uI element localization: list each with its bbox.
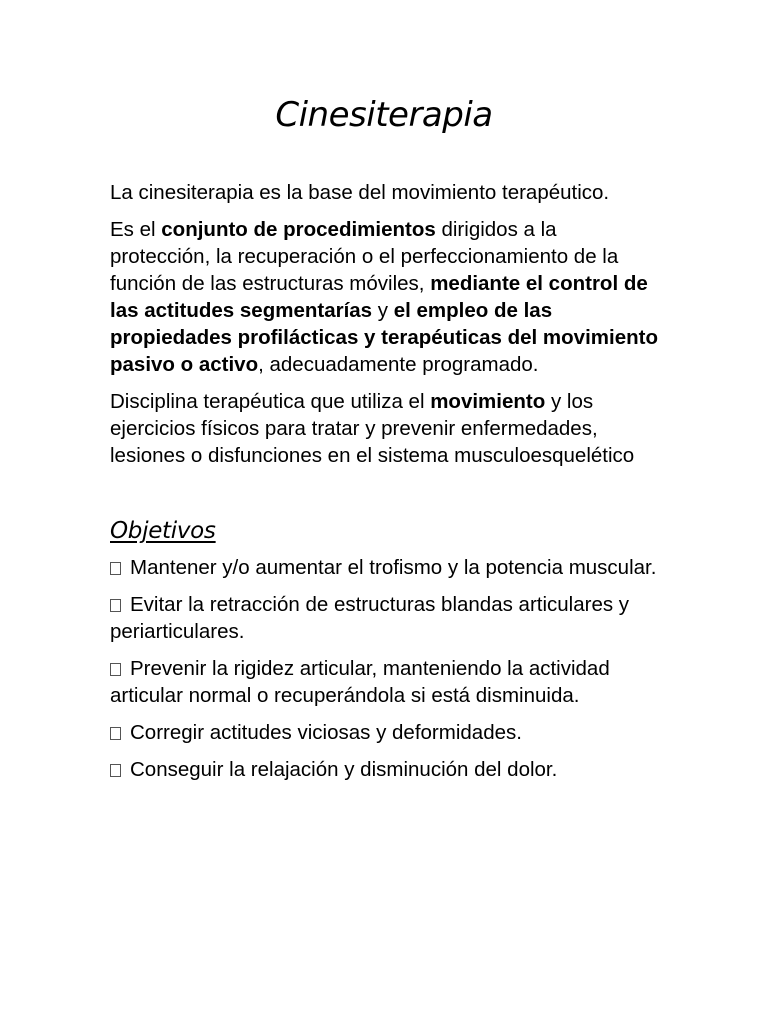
definition-text: y [372,299,394,322]
definition-text: Es el [110,218,162,241]
objective-item [110,756,662,783]
definition-text: dirigidos a la protección, la recuperación o el perfeccionamiento de la función de las estructuras móviles, [110,218,619,295]
definition-bold-text: el empleo de las propiedades profilácticas y terapéuticas del movimiento pasivo o activo [110,299,658,376]
objective-item [110,591,662,645]
discipline-text: y los ejercicios físicos para tratar y prevenir enfermedades, lesiones o disfunciones en el sistema musculoesquelético [110,390,635,467]
discipline-paragraph [110,388,662,469]
definition-bold-text: mediante el control de las actitudes segmentarías [110,272,648,322]
definition-paragraph [110,216,662,378]
objective-text: Prevenir la rigidez articular, manteniendo la actividad articular normal o recuperándola si está disminuida. [110,657,610,707]
checkbox-bullet-icon [110,764,121,777]
checkbox-bullet-icon [110,599,121,612]
objective-text: Conseguir la relajación y disminución del dolor. [130,758,558,781]
checkbox-bullet-icon [110,562,121,575]
checkbox-bullet-icon [110,663,121,676]
objective-item [110,655,662,709]
objective-item [110,719,662,746]
objective-text: Evitar la retracción de estructuras blandas articulares y periarticulares. [110,593,630,643]
objective-item [110,554,662,581]
objectives-heading: Objetivos [110,518,216,544]
document-body [110,179,662,793]
definition-bold-text: conjunto de procedimientos [161,218,436,241]
objective-text: Mantener y/o aumentar el trofismo y la potencia muscular. [130,556,657,579]
document-title: Cinesiterapia [275,95,493,135]
checkbox-bullet-icon [110,727,121,740]
discipline-text: Disciplina terapéutica que utiliza el [110,390,431,413]
definition-text: , adecuadamente programado. [258,353,539,376]
discipline-bold-text: movimiento [430,390,546,413]
intro-paragraph: La cinesiterapia es la base del movimiento terapéutico. [110,181,610,204]
objective-text: Corregir actitudes viciosas y deformidades. [130,721,522,744]
